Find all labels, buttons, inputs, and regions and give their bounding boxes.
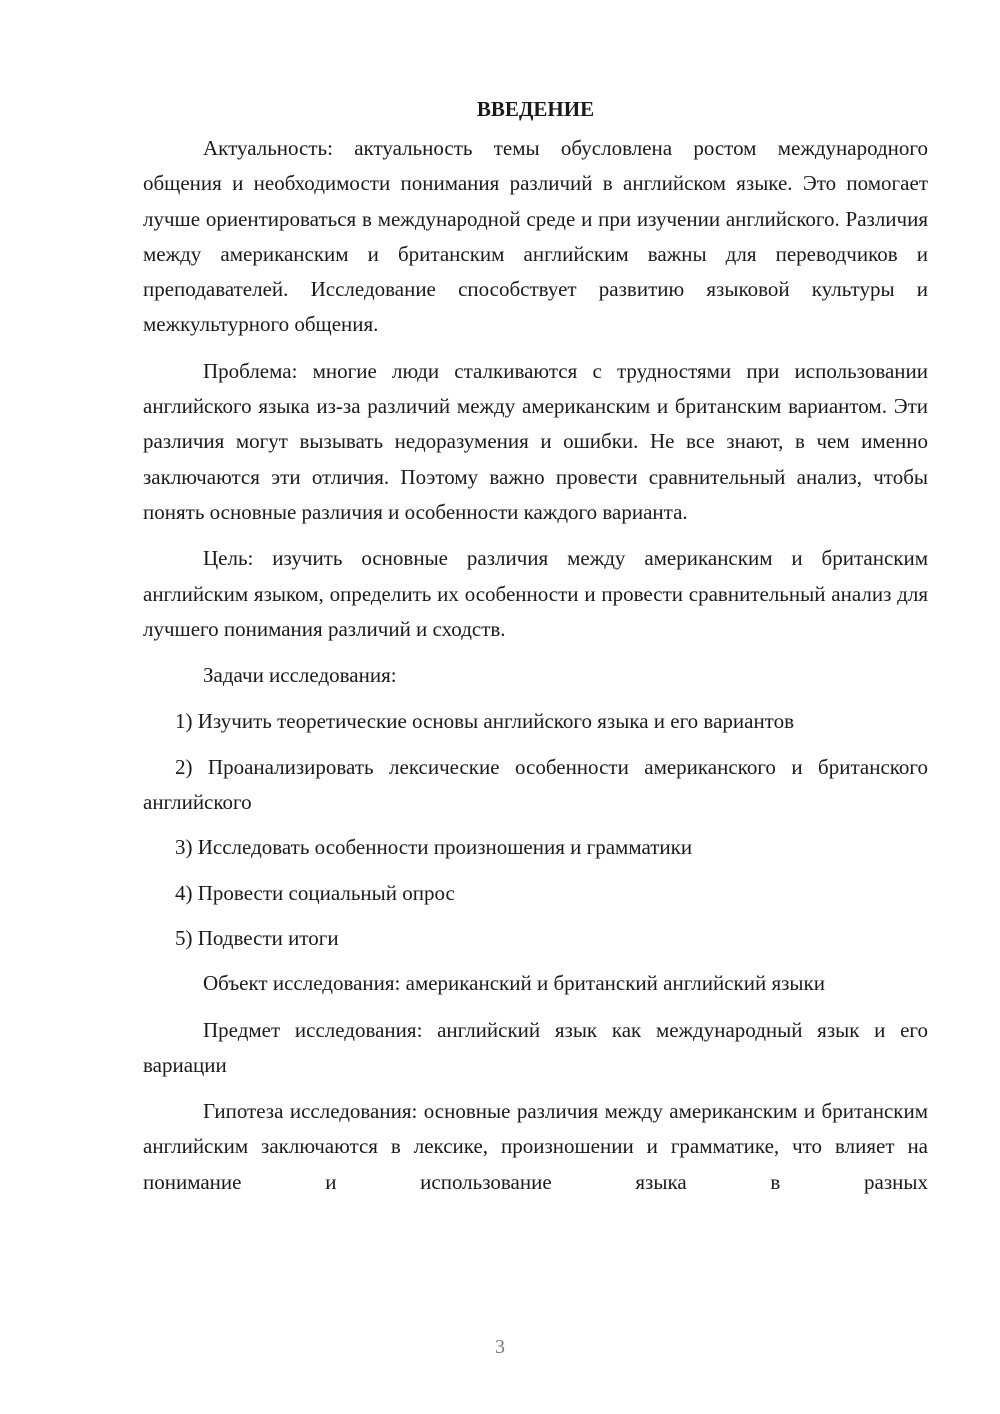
section-title: ВВЕДЕНИЕ [476, 97, 595, 121]
paragraph-hypothesis: Гипотеза исследования: основные различия между американским и британским английским заключаются в лексике, произношении и грамматике, что влияет на понимание и использование языка в разных [143, 1099, 928, 1194]
paragraph-goal: Цель: изучить основные различия между американским и британским английским языком, определить их особенности и провести сравнительный анализ для лучшего понимания различий и сходств. [143, 546, 928, 641]
task-item-2: 2) Проанализировать лексические особенности американского и британского английского [143, 754, 928, 815]
task-item-3: 3) Исследовать особенности произношения и грамматики [175, 835, 693, 860]
task-item-4: 4) Провести социальный опрос [175, 880, 455, 905]
document-page [143, 92, 928, 1211]
task-item-1: 1) Изучить теоретические основы английского языка и его вариантов [175, 709, 794, 734]
task-item-5: 5) Подвести итоги [175, 925, 339, 950]
page-number: 3 [495, 1336, 505, 1358]
paragraph-problem: Проблема: многие люди сталкиваются с трудностями при использовании английского языка из-за различий между американским и британским вариантом. Эти различия могут вызывать недоразумения и ошибки. Не все знают, в чем именно заключаются эти отличия. Поэтому важно провести сравнительный анализ, чтобы понять основные различия и особенности каждого варианта. [143, 358, 928, 524]
paragraph-subject: Предмет исследования: английский язык как международный язык и его вариации [143, 1017, 928, 1077]
tasks-heading: Задачи исследования: [203, 663, 397, 688]
paragraph-relevance: Актуальность: актуальность темы обусловлена ростом международного общения и необходимости понимания различий в английском языке. Это помогает лучше ориентироваться в международной среде и при изучении английского. Различия между американским и британским английским важны для переводчиков и преподавателей. Исследование способствует развитию языковой культуры и межкультурного общения. [143, 136, 928, 337]
paragraph-object: Объект исследования: американский и британский английский языки [203, 971, 825, 996]
